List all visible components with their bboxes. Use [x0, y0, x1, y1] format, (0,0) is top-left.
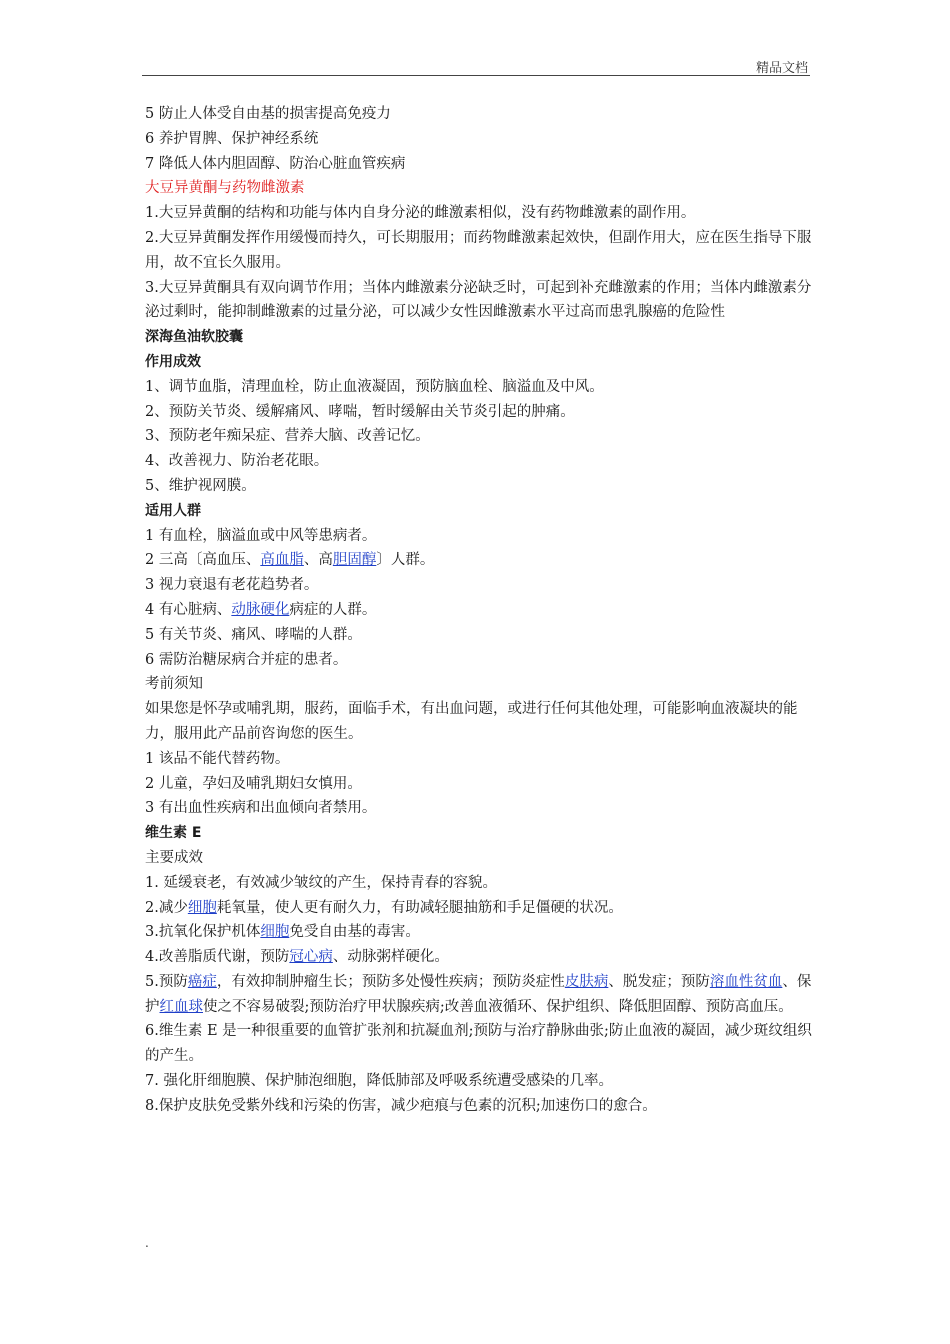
paragraph: [145, 945, 817, 970]
paragraph-text: 病症的人群。: [289, 601, 377, 618]
paragraph: [145, 598, 817, 623]
paragraph-text: 4.改善脂质代谢，预防: [145, 949, 290, 966]
paragraph: 6.维生素 E 是一种很重要的血管扩张剂和抗凝血剂;预防与治疗静脉曲张;防止血液的凝固，减少斑纹组织的产生。: [145, 1023, 812, 1065]
paragraph: 1、调节血脂，清理血栓，防止血液凝固，预防脑血栓、脑溢血及中风。: [145, 378, 604, 395]
section-heading: 作用成效: [145, 353, 201, 370]
paragraph-text: 4 有心脏病、: [145, 601, 232, 618]
term-link[interactable]: 细胞: [187, 899, 217, 916]
section-heading: 适用人群: [145, 502, 201, 519]
term-link[interactable]: 细胞: [260, 924, 290, 941]
paragraph: 5、维护视网膜。: [145, 477, 256, 494]
paragraph: 4、改善视力、防治老花眼。: [145, 453, 329, 470]
paragraph: 5 有关节炎、痛风、哮喘的人群。: [145, 626, 362, 643]
term-link[interactable]: 红血球: [159, 998, 203, 1015]
section-heading: 深海鱼油软胶囊: [145, 329, 243, 346]
paragraph: 3.大豆异黄酮具有双向调节作用；当体内雌激素分泌缺乏时，可起到补充雌激素的作用；当体内雌激素分泌过剩时，能抑制雌激素的过量分泌，可以减少女性因雌激素水平过高而患乳腺癌的危险性: [145, 279, 812, 321]
term-link[interactable]: 溶血性贫血: [709, 973, 783, 990]
paragraph-text: 、高: [303, 552, 333, 569]
paragraph: 3 有出血性疾病和出血倾向者禁用。: [145, 800, 377, 817]
paragraph: 5 防止人体受自由基的损害提高免疫力: [145, 106, 391, 122]
paragraph: 考前须知: [145, 676, 203, 693]
header-title: 精品文档: [755, 61, 808, 76]
paragraph-text: 、脱发症；预防: [608, 973, 710, 990]
paragraph: 1 该品不能代替药物。: [145, 750, 290, 767]
paragraph: 主要成效: [145, 849, 203, 866]
term-link[interactable]: 胆固醇: [332, 552, 377, 569]
document-body: [145, 102, 817, 1119]
paragraph: [145, 970, 817, 1020]
highlight-heading: 大豆异黄酮与药物雌激素: [145, 180, 305, 197]
paragraph-text: 、保护: [145, 973, 812, 1015]
term-link[interactable]: 冠心病: [289, 949, 333, 966]
paragraph-text: 3.抗氧化保护机体: [145, 924, 261, 941]
paragraph-text: 、动脉粥样硬化。: [332, 949, 449, 966]
paragraph: [145, 920, 817, 945]
footer-mark: .: [145, 1236, 149, 1250]
paragraph-text: 〕人群。: [376, 552, 435, 569]
paragraph: 7 降低人体内胆固醇、防治心脏血管疾病: [145, 155, 406, 172]
paragraph: 6 需防治糖尿病合并症的患者。: [145, 651, 348, 668]
header-divider: [142, 75, 810, 76]
paragraph-text: 耗氧量，使人更有耐久力，有助减轻腿抽筋和手足僵硬的状况。: [216, 899, 623, 916]
paragraph-text: 2 三高〔高血压、: [145, 552, 261, 569]
paragraph: 1 有血栓，脑溢血或中风等患病者。: [145, 527, 377, 544]
paragraph: 6 养护胃脾、保护神经系统: [145, 130, 319, 147]
paragraph: 如果您是怀孕或哺乳期，服药，面临手术，有出血问题，或进行任何其他处理，可能影响血液凝块的能力，服用此产品前咨询您的医生。: [145, 701, 798, 742]
paragraph: 8.保护皮肤免受紫外线和污染的伤害，减少疤痕与色素的沉积;加速伤口的愈合。: [145, 1097, 657, 1114]
paragraph: 7. 强化肝细胞膜、保护肺泡细胞，降低肺部及呼吸系统遭受感染的几率。: [145, 1073, 613, 1090]
paragraph-text: 5.预防: [145, 973, 188, 990]
paragraph-text: ，有效抑制肿瘤生长；预防多处慢性疾病；预防炎症性: [216, 973, 565, 990]
paragraph: [145, 896, 817, 921]
term-link[interactable]: 皮肤病: [564, 973, 609, 990]
paragraph-text: 使之不容易破裂;预防治疗甲状腺疾病;改善血液循环、保护组织、降低胆固醇、预防高血压。: [203, 998, 793, 1015]
paragraph-text: 2.减少: [145, 899, 188, 916]
term-link[interactable]: 高血脂: [260, 552, 304, 569]
paragraph: 2 儿童，孕妇及哺乳期妇女慎用。: [145, 775, 362, 792]
paragraph: 3、预防老年痴呆症、营养大脑、改善记忆。: [145, 428, 430, 445]
paragraph: 3 视力衰退有老花趋势者。: [145, 577, 319, 594]
paragraph: [145, 548, 817, 573]
paragraph: 1. 延缓衰老，有效减少皱纹的产生，保持青春的容貌。: [145, 874, 497, 891]
paragraph: 2、预防关节炎、缓解痛风、哮喘，暂时缓解由关节炎引起的肿痛。: [145, 403, 575, 420]
paragraph-text: 免受自由基的毒害。: [289, 924, 420, 941]
paragraph: 1.大豆异黄酮的结构和功能与体内自身分泌的雌激素相似，没有药物雌激素的副作用。: [145, 205, 696, 222]
section-heading: 维生素 E: [145, 825, 202, 842]
term-link[interactable]: 癌症: [187, 973, 217, 990]
paragraph: 2.大豆异黄酮发挥作用缓慢而持久，可长期服用；而药物雌激素起效快，但副作用大，应在医生指导下服用，故不宜长久服用。: [145, 229, 812, 271]
term-link[interactable]: 动脉硬化: [231, 601, 290, 618]
